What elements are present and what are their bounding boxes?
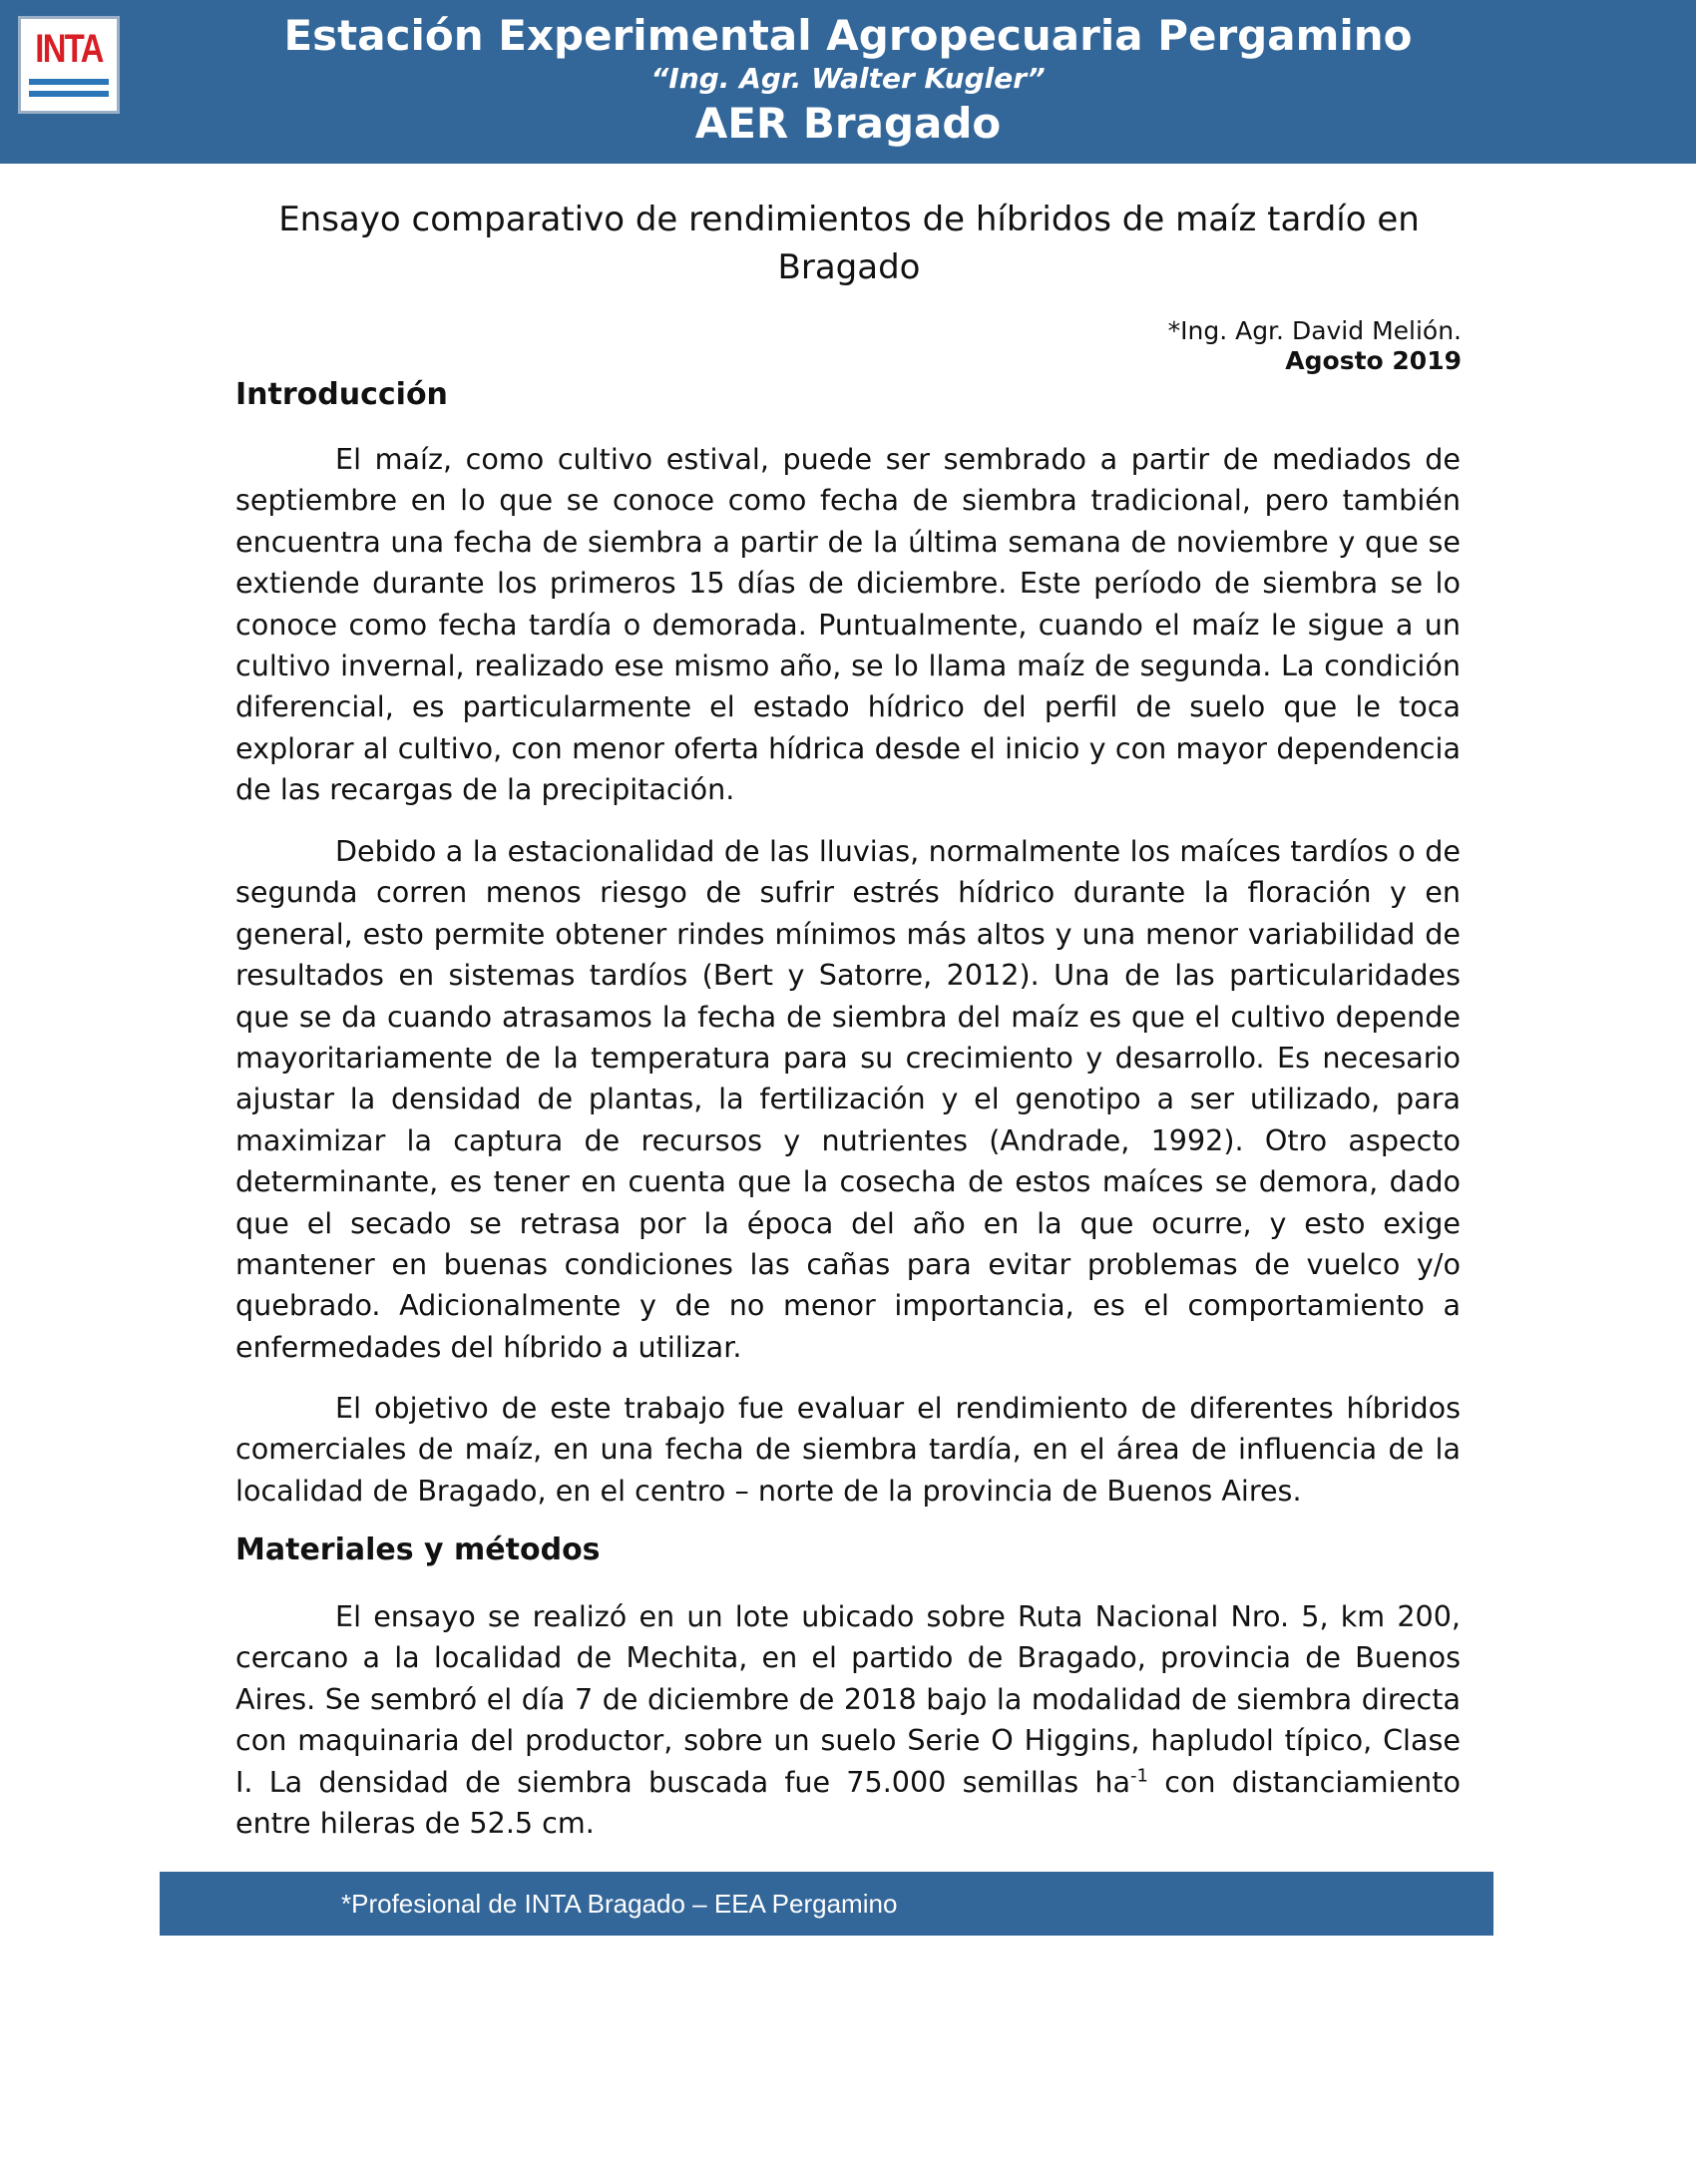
header-unit: AER Bragado bbox=[694, 99, 1002, 148]
footer-band bbox=[160, 1872, 1493, 1936]
logo-stripe bbox=[29, 79, 109, 85]
document-date: Agosto 2019 bbox=[1285, 346, 1462, 375]
header-title: Estación Experimental Agropecuaria Pergamino bbox=[283, 11, 1413, 60]
methods-heading: Materiales y métodos bbox=[235, 1532, 601, 1567]
intro-paragraph-2: Debido a la estacionalidad de las lluvias, normalmente los maíces tardíos o de segunda corren menos riesgo de sufrir estrés hídrico durante la floración y en general, esto permite obtener rindes mínimos más altos y una menor variabilidad de resultados en sistemas tardíos (Bert y Satorre, 2012). Una de las particularidades que se da cuando atrasamos la fecha de siembra del maíz es que el cultivo depende mayoritariamente de la temperatura para su crecimiento y desarrollo. Es necesario ajustar la densidad de plantas, la fertilización y el genotipo a ser utilizado, para maximizar la captura de recursos y nutrientes (Andrade, 1992). Otro aspecto determinante, es tener en cuenta que la cosecha de estos maíces se demora, dado que el secado se retrasa por la época del año en la que ocurre, y esto exige mantener en buenas condiciones las cañas para evitar problemas de vuelco y/o quebrado. Adicionalmente y de no menor importancia, es el comportamiento a enfermedades del híbrido a utilizar. bbox=[235, 834, 1461, 1364]
document-title: Ensayo comparativo de rendimientos de híbridos de maíz tardío en Bragado bbox=[278, 200, 1420, 287]
header-band bbox=[0, 0, 1696, 164]
author-line: *Ing. Agr. David Melión. bbox=[1167, 316, 1462, 345]
intro-paragraph-3: El objetivo de este trabajo fue evaluar el rendimiento de diferentes híbridos comerciales de maíz, en una fecha de siembra tardía, en el área de influencia de la localidad de Bragado, en el centro – norte de la provincia de Buenos Aires. bbox=[235, 1391, 1461, 1508]
intro-heading: Introducción bbox=[235, 377, 448, 412]
methods-text-a: El ensayo se realizó en un lote ubicado sobre Ruta Nacional Nro. 5, km 200, cercano a la localidad de Mechita, en el partido de Bragado, provincia de Buenos Aires. Se sembró el día 7 de diciembre de 2018 bajo la modalidad de siembra directa con maquinaria del productor, sobre un suelo Serie O Higgins, hapludol típico, Clase I. La densidad de siembra buscada fue 75.000 semillas ha bbox=[235, 1599, 1461, 1799]
footer-note: *Profesional de INTA Bragado – EEA Pergamino bbox=[341, 1889, 898, 1919]
inta-logo bbox=[18, 16, 120, 114]
exponent: -1 bbox=[1130, 1765, 1148, 1787]
methods-paragraph-1 bbox=[235, 1596, 1461, 1844]
methods-text-b: con distanciamiento entre hileras de 52.5 cm. bbox=[235, 1764, 1461, 1841]
header-subtitle: “Ing. Agr. Walter Kugler” bbox=[650, 62, 1046, 95]
intro-paragraph-1: El maíz, como cultivo estival, puede ser sembrado a partir de mediados de septiembre en lo que se conoce como fecha de siembra tradicional, pero también encuentra una fecha de siembra a partir de la última semana de noviembre y que se extiende durante los primeros 15 días de diciembre. Este período de siembra se lo conoce como fecha tardía o demorada. Puntualmente, cuando el maíz le sigue a un cultivo invernal, realizado ese mismo año, se lo llama maíz de segunda. La condición diferencial, es particularmente el estado hídrico del perfil de suelo que le toca explorar al cultivo, con menor oferta hídrica desde el inicio y con mayor dependencia de las recargas de la precipitación. bbox=[235, 442, 1461, 807]
logo-stripe bbox=[29, 91, 109, 97]
logo-text: INTA bbox=[35, 27, 103, 71]
